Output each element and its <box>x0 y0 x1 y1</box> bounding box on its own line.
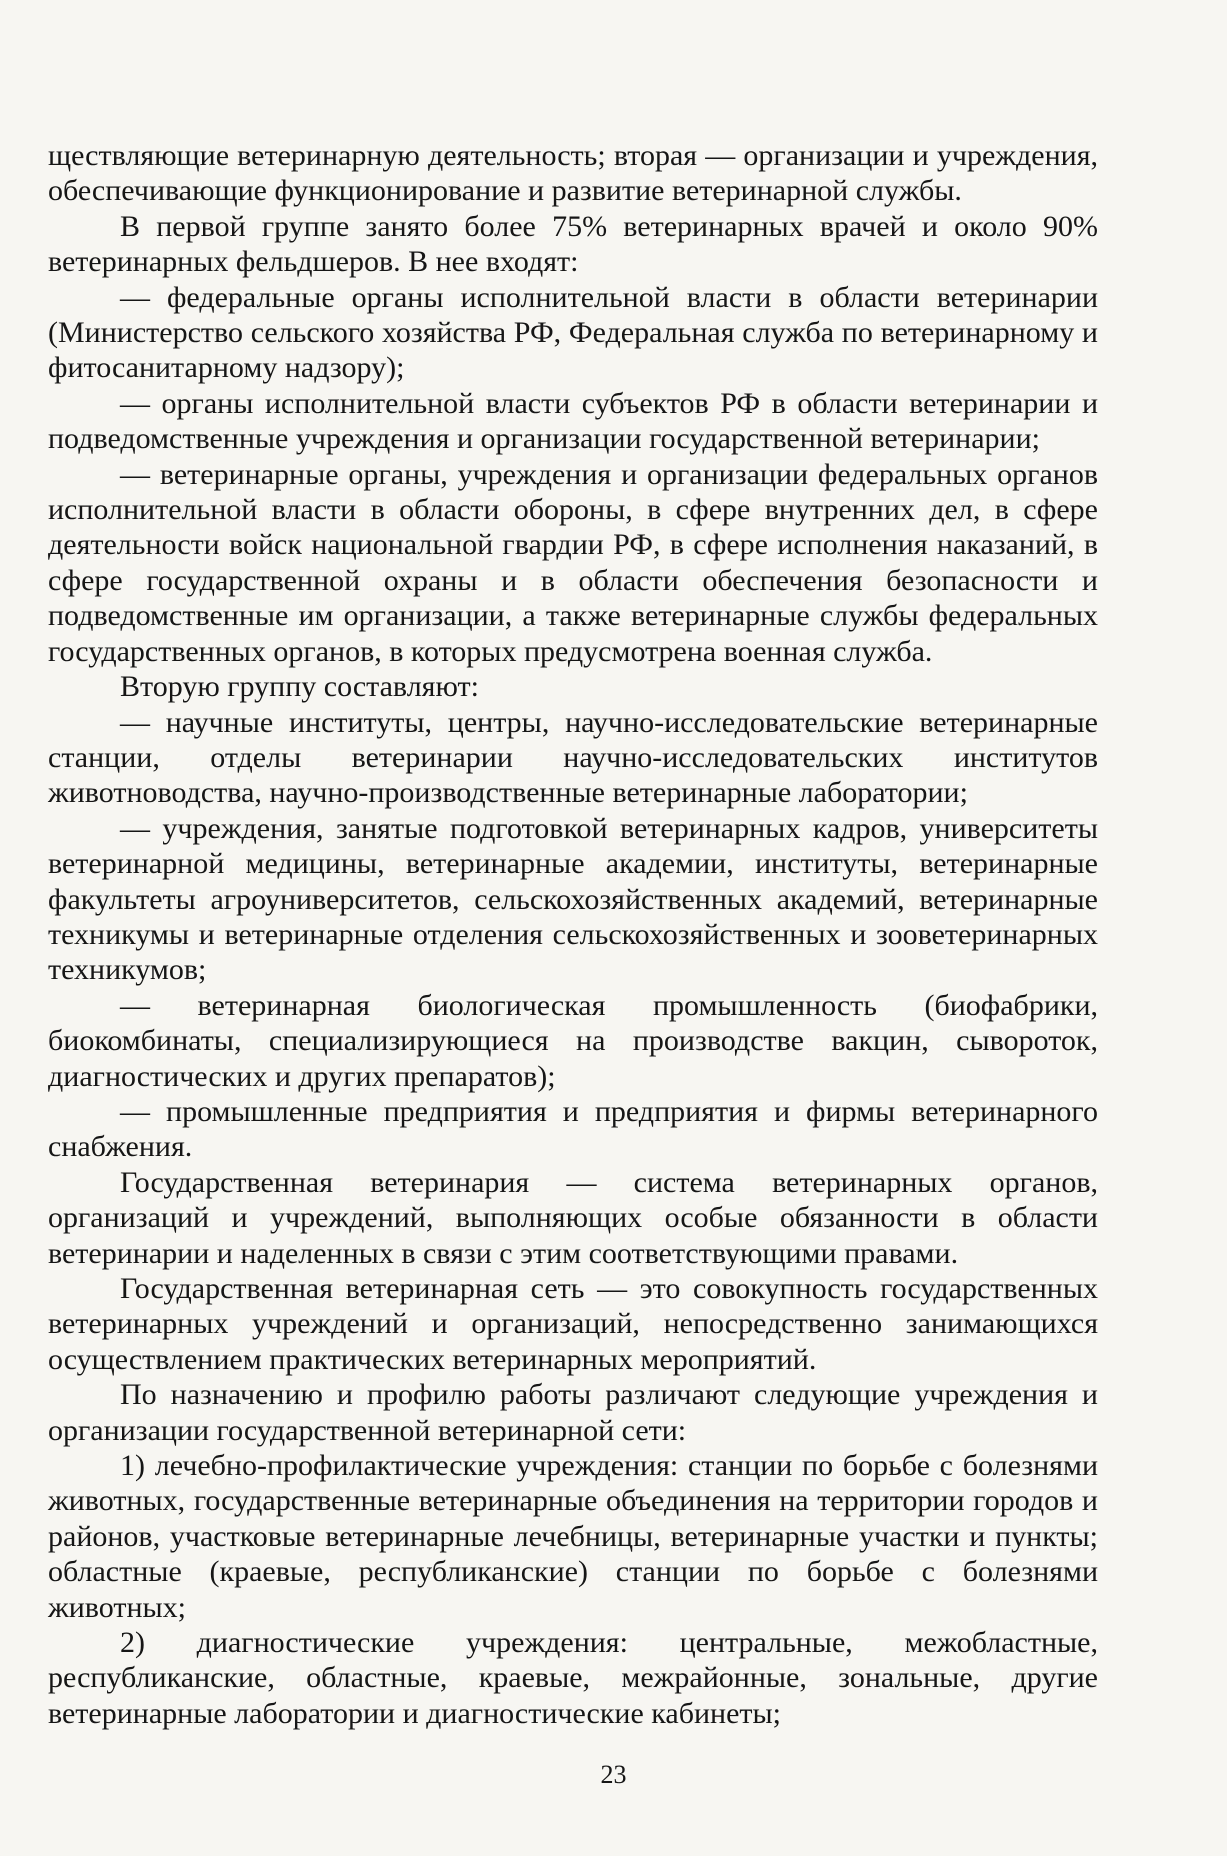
list-item-supply-enterprises: — промышленные предприятия и предприятия и фирмы ветеринарного снабжения. <box>48 1094 1098 1164</box>
list-item-bio-industry: — ветеринарная биологическая промышленность (биофабрики, биокомбинаты, специализирующиеся на производстве вакцин, сывороток, диагностических и других препаратов); <box>48 988 1098 1093</box>
numbered-item-diagnostic-institutions: 2) диагностические учреждения: центральные, межобластные, республиканские, областные, краевые, межрайонные, зональные, другие ветеринарные лаборатории и диагностические кабинеты; <box>48 1626 1098 1730</box>
list-item-education-institutions: — учреждения, занятые подготовкой ветеринарных кадров, университеты ветеринарной медицины, ветеринарные академии, институты, ветеринарные факультеты агроуниверситетов, сельскохозяйственных академий, ветеринарные техникумы и ветеринарные отделения сельскохозяйственных и зооветеринарных техникумов; <box>48 811 1098 987</box>
body-text <box>48 138 1098 1731</box>
list-item-regional-bodies: — органы исполнительной власти субъектов РФ в области ветеринарии и подведомственные учреждения и организации государственной ветеринарии; <box>48 386 1098 456</box>
paragraph-first-group-intro: В первой группе занято более 75% ветеринарных врачей и около 90% ветеринарных фельдшеров. В нее входят: <box>48 209 1098 279</box>
list-item-research-institutes: — научные институты, центры, научно-исследовательские ветеринарные станции, отделы ветеринарии научно-исследовательских институтов животноводства, научно-производственные ветеринарные лаборатории; <box>48 705 1098 810</box>
paragraph-state-veterinary-definition: Государственная ветеринария — система ветеринарных органов, организаций и учреждений, выполняющих особые обязанности в области ветеринарии и наделенных в связи с этим соответствующими правами. <box>48 1165 1098 1270</box>
paragraph-continuation: ществляющие ветеринарную деятельность; вторая — организации и учреждения, обеспечивающие функционирование и развитие ветеринарной службы. <box>48 139 1098 208</box>
list-item-defense-bodies: — ветеринарные органы, учреждения и организации федеральных органов исполнительной власти в области обороны, в сфере внутренних дел, в сфере деятельности войск национальной гвардии РФ, в сфере исполнения наказаний, в сфере государственной охраны и в области обеспечения безопасности и подведомственные им организации, а также ветеринарные службы федеральных государственных органов, в которых предусмотрена военная служба. <box>48 457 1098 668</box>
numbered-item-treatment-institutions: 1) лечебно-профилактические учреждения: станции по борьбе с болезнями животных, государственные ветеринарные объединения на территории городов и районов, участковые ветеринарные лечебницы, ветеринарные участки и пункты; областные (краевые, республиканские) станции по борьбе с болезнями животных; <box>48 1449 1098 1624</box>
page-number: 23 <box>600 1760 627 1789</box>
list-item-federal-bodies: — федеральные органы исполнительной власти в области ветеринарии (Министерство сельского хозяйства РФ, Федеральная служба по ветеринарному и фитосанитарному надзору); <box>48 280 1098 385</box>
paragraph-second-group-intro: Вторую группу составляют: <box>120 670 479 704</box>
paragraph-state-network-definition: Государственная ветеринарная сеть — это совокупность государственных ветеринарных учреждений и организаций, непосредственно занимающихся осуществлением практических ветеринарных мероприятий. <box>48 1272 1098 1376</box>
paragraph-network-types-intro: По назначению и профилю работы различают следующие учреждения и организации государственной ветеринарной сети: <box>48 1378 1098 1447</box>
